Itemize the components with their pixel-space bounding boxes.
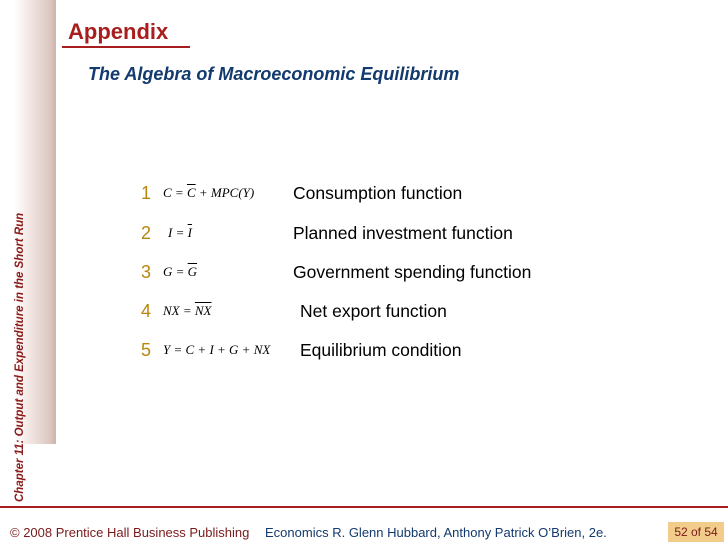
equation-description: Government spending function	[293, 262, 532, 282]
equation-number: 5	[141, 340, 152, 360]
equation-number: 1	[141, 183, 152, 203]
slide-subtitle: The Algebra of Macroeconomic Equilibrium	[88, 64, 460, 84]
equation-row-5	[0, 337, 728, 363]
equation-description: Equilibrium condition	[300, 340, 462, 360]
equation-number: 3	[141, 262, 152, 282]
equation-description: Planned investment function	[293, 223, 513, 243]
equation-row-1	[0, 180, 728, 206]
equation-number: 4	[141, 301, 152, 321]
footer-divider	[0, 506, 728, 508]
footer	[10, 524, 607, 542]
equation-row-2	[0, 220, 728, 246]
equation-description: Net export function	[300, 301, 447, 321]
slide-title: Appendix	[68, 19, 169, 44]
equation-number: 2	[141, 223, 152, 243]
government-formula: $G = \overline{G}$	[163, 264, 198, 279]
equation-row-4	[0, 298, 728, 324]
net-export-formula: NX = $\overline{NX}$	[163, 303, 212, 318]
footer-publisher: © 2008 Prentice Hall Business Publishing	[10, 525, 250, 540]
page-number-badge: 52 of 54	[668, 522, 724, 542]
equation-description: Consumption function	[293, 183, 463, 203]
investment-formula: $I = \overline{I}$	[168, 225, 192, 240]
consumption-formula: $C = \overline{C} + MPC(Y)$	[163, 185, 255, 200]
footer-book: Economics R. Glenn Hubbard, Anthony Patrick O’Brien, 2e.	[265, 525, 607, 540]
chapter-label: Chapter 11: Output and Expenditure in the Short Run	[14, 212, 26, 502]
equilibrium-formula: Y = C + I + G + NX	[163, 342, 271, 357]
title-underline	[62, 46, 190, 48]
equation-row-3	[0, 259, 728, 285]
